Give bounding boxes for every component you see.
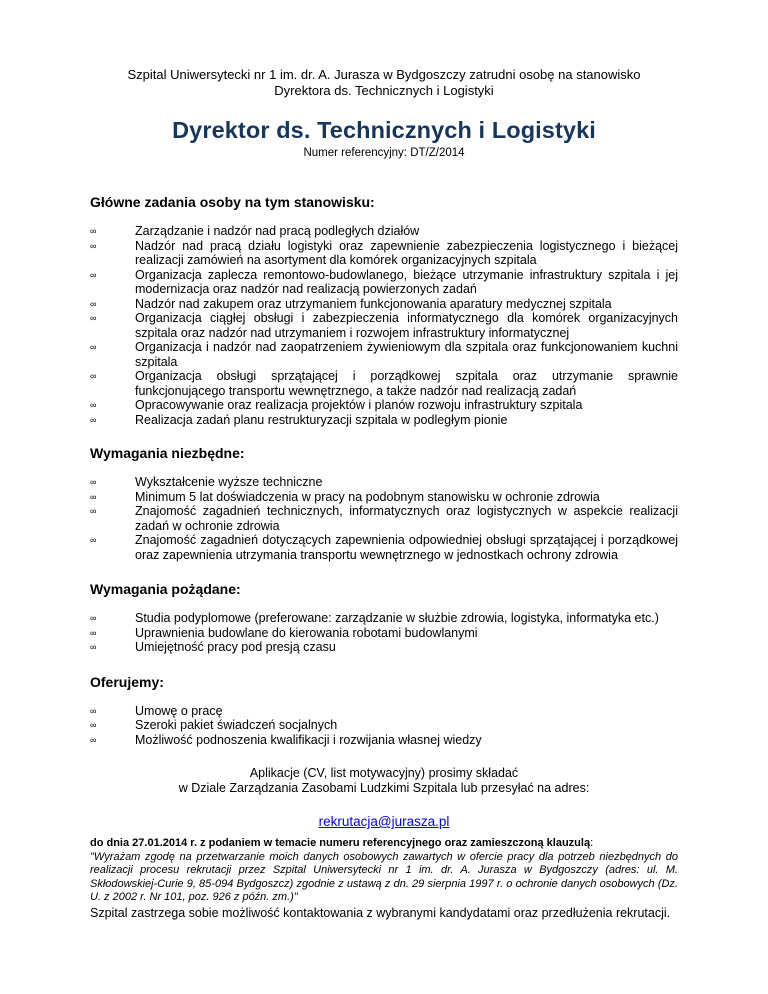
bullet-icon: ∞	[90, 506, 97, 516]
bullet-icon: ∞	[90, 298, 97, 309]
deadline-note	[90, 837, 678, 851]
list-item-text: Realizacja zadań planu restrukturyzacji szpitala w podległym pionie	[135, 412, 508, 427]
bullet-icon: ∞	[90, 313, 97, 323]
apply-line-2: w Dziale Zarządzania Zasobami Ludzkimi Szpitala lub przesyłać na adres:	[178, 781, 590, 795]
list-item-text: Organizacja zaplecza remontowo-budowlanego, bieżące utrzymanie infrastruktury szpitala i jej modernizacja oraz nadzór nad realizacją powierzonych zadań	[135, 267, 678, 296]
offer-heading: Oferujemy:	[90, 673, 164, 690]
bullet-icon: ∞	[90, 371, 97, 381]
bullet-icon: ∞	[90, 535, 97, 545]
list-item-text: Organizacja obsługi sprzątającej i porządkowej szpitala oraz utrzymanie sprawnie funkcjonującego transportu wewnętrznego, a także nadzór nad realizacją zadań	[135, 369, 678, 398]
list-item-text: Organizacja ciągłej obsługi i zabezpieczenia informatycznego dla komórek organizacyjnych szpitala oraz nadzór nad utrzymaniem i rozwojem infrastruktury informatycznej	[135, 311, 678, 340]
list-item	[90, 704, 678, 719]
intro-line-1: Szpital Uniwersytecki nr 1 im. dr. A. Jurasza w Bydgoszczy zatrudni osobę na stanowisko	[127, 67, 641, 82]
required-heading: Wymagania niezbędne:	[90, 445, 245, 461]
bullet-icon: ∞	[90, 734, 97, 745]
reservation-note: Szpital zastrzega sobie możliwość kontaktowania z wybranymi kandydatami oraz przedłużenia rekrutacji.	[90, 905, 671, 920]
offer-list	[90, 704, 678, 748]
bullet-icon: ∞	[90, 400, 97, 410]
list-item	[90, 398, 678, 413]
bullet-icon: ∞	[90, 269, 97, 280]
list-item-text: Umowę o pracę	[135, 703, 223, 718]
apply-line-1: Aplikacje (CV, list motywacyjny) prosimy składać	[249, 766, 519, 780]
application-instructions	[90, 766, 678, 796]
tasks-list	[90, 224, 678, 427]
list-item	[90, 626, 678, 641]
list-item-text: Opracowywanie oraz realizacja projektów i planów rozwoju infrastruktury szpitala	[135, 398, 583, 412]
bullet-icon: ∞	[90, 477, 97, 487]
page-title: Dyrektor ds. Technicznych i Logistyki	[172, 117, 596, 143]
bullet-icon: ∞	[90, 414, 97, 425]
bullet-icon: ∞	[90, 226, 97, 236]
deadline-colon: :	[590, 837, 594, 849]
desired-heading: Wymagania pożądane:	[90, 581, 241, 597]
list-item	[90, 718, 678, 733]
list-item	[90, 369, 678, 398]
list-item-text: Uprawnienia budowlane do kierowania robotami budowlanymi	[135, 625, 478, 640]
intro-line-2: Dyrektora ds. Technicznych i Logistyki	[274, 83, 494, 98]
bullet-icon: ∞	[90, 705, 97, 716]
list-item	[90, 611, 678, 626]
list-item-text: Nadzór nad zakupem oraz utrzymaniem funkcjonowania aparatury medycznej szpitala	[135, 296, 612, 311]
consent-clause: "Wyrażam zgodę na przetwarzanie moich danych osobowych zawartych w ofercie pracy dla potrzeb niezbędnych do realizacji procesu rekrutacji przez Szpital Uniwersytecki nr 1 im. dr. A. Jurasza w Bydgoszczy (adres: ul. M. Skłodowskiej-Curie 9, 85-094 Bydgoszcz) zgodnie z ustawą z dn. 29 sierpnia 1997 r. o ochronie danych osobowych (Dz. U. z 2002 r. Nr 101, poz. 926 z późn. zm.)"	[90, 850, 678, 903]
list-item	[90, 533, 678, 562]
list-item-text: Znajomość zagadnień dotyczących zapewnienia odpowiedniej obsługi sprzątającej i porządkowej oraz zapewnienia utrzymania transportu wewnętrznego w jednostkach ochrony zdrowia	[135, 533, 678, 562]
list-item	[90, 340, 678, 369]
list-item-text: Szeroki pakiet świadczeń socjalnych	[135, 718, 338, 732]
list-item-text: Minimum 5 lat doświadczenia w pracy na podobnym stanowisku w ochronie zdrowia	[135, 489, 600, 504]
list-item	[90, 475, 678, 490]
bullet-icon: ∞	[90, 642, 97, 652]
list-item	[90, 297, 678, 312]
bullet-icon: ∞	[90, 491, 97, 502]
job-posting-page	[90, 0, 678, 921]
list-item	[90, 224, 678, 239]
bullet-icon: ∞	[90, 720, 97, 730]
list-item	[90, 239, 678, 268]
bullet-icon: ∞	[90, 342, 97, 352]
bullet-icon: ∞	[90, 627, 97, 638]
tasks-heading: Główne zadania osoby na tym stanowisku:	[90, 194, 375, 210]
list-item-text: Znajomość zagadnień technicznych, informatycznych oraz logistycznych w aspekcie realizacji zadań w ochronie zdrowia	[135, 504, 678, 533]
list-item-text: Nadzór nad pracą działu logistyki oraz zapewnienie zabezpieczenia logistycznego i bieżącej realizacji zamówień na asortyment dla komórek organizacyjnych szpitala	[135, 238, 678, 267]
email-link[interactable]: rekrutacja@jurasza.pl	[318, 814, 450, 829]
list-item-text: Organizacja i nadzór nad zaopatrzeniem żywieniowym dla szpitala oraz funkcjonowaniem kuchni szpitala	[135, 340, 678, 369]
list-item	[90, 311, 678, 340]
deadline-text: do dnia 27.01.2014 r. z podaniem w temacie numeru referencyjnego oraz zamieszczoną klauzulą	[90, 837, 591, 849]
list-item	[90, 733, 678, 748]
bullet-icon: ∞	[90, 240, 97, 251]
list-item	[90, 490, 678, 505]
list-item	[90, 640, 678, 655]
list-item	[90, 413, 678, 428]
list-item-text: Umiejętność pracy pod presją czasu	[135, 640, 336, 654]
desired-list	[90, 611, 678, 655]
list-item	[90, 504, 678, 533]
reference-number: Numer referencyjny: DT/Z/2014	[303, 147, 465, 159]
list-item	[90, 268, 678, 297]
intro-text	[90, 67, 678, 99]
required-list	[90, 475, 678, 562]
list-item-text: Możliwość podnoszenia kwalifikacji i rozwijania własnej wiedzy	[135, 732, 482, 747]
list-item-text: Wykształcenie wyższe techniczne	[135, 475, 323, 489]
list-item-text: Studia podyplomowe (preferowane: zarządzanie w służbie zdrowia, logistyka, informatyka etc.)	[135, 611, 659, 625]
list-item-text: Zarządzanie i nadzór nad pracą podległych działów	[135, 224, 420, 238]
bullet-icon: ∞	[90, 613, 97, 623]
